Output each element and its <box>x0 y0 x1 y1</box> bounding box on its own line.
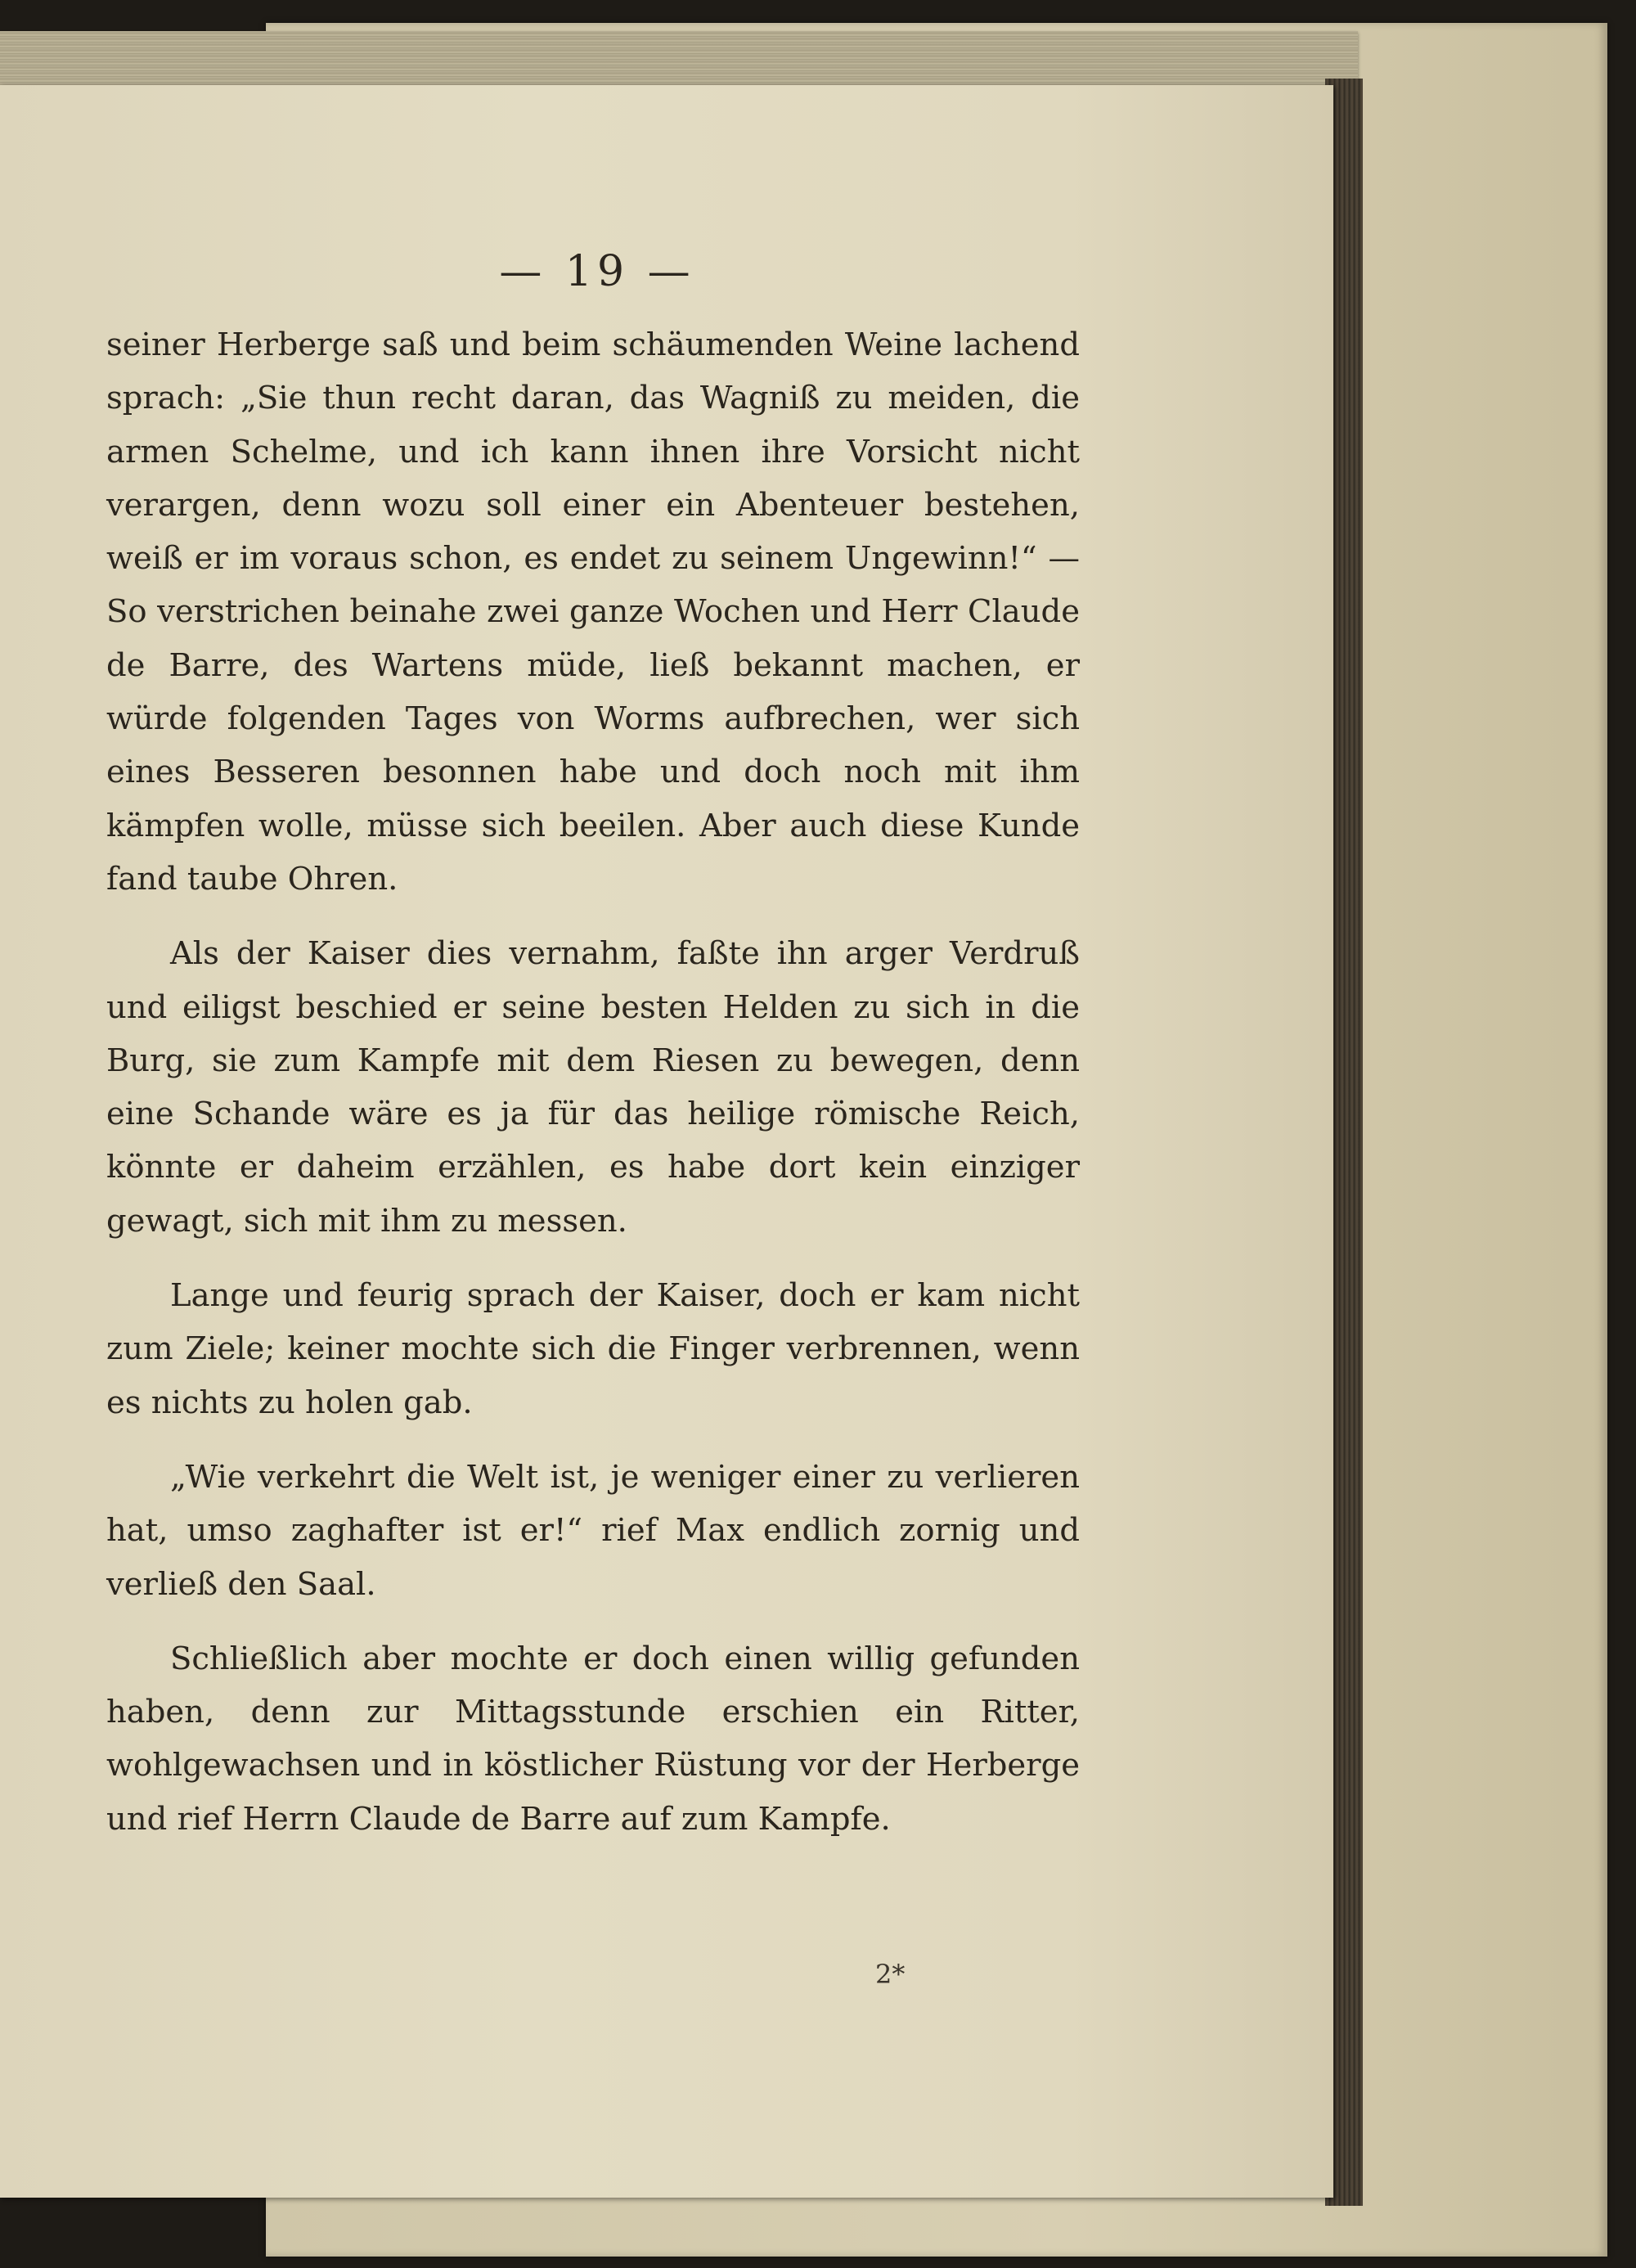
paragraph-3: Lange und feurig sprach der Kaiser, doch er kam nicht zum Ziele; keiner mochte sich die Finger verbrennen, wenn es nichts zu holen gab. <box>106 1277 1080 1421</box>
page-number: — 19 — <box>499 247 695 296</box>
page-text <box>106 318 1080 1846</box>
paragraph-5: Schließlich aber mochte er doch einen willig gefunden haben, denn zur Mittagsstunde erschien ein Ritter, wohlgewachsen und in köstlicher Rüstung vor der Herberge und rief Herrn Claude de Barre auf zum Kampfe. <box>106 1640 1080 1838</box>
paragraph-1: seiner Herberge saß und beim schäumenden Weine lachend sprach: „Sie thun recht daran, das Wagniß zu meiden, die armen Schelme, und ich kann ihnen ihre Vorsicht nicht verargen, denn wozu soll einer ein Abenteuer bestehen, weiß er im voraus schon, es endet zu seinem Ungewinn!“ — So verstrichen beinahe zwei ganze Wochen und Herr Claude de Barre, des Wartens müde, ließ bekannt machen, er würde folgenden Tages von Worms aufbrechen, wer sich eines Besseren besonnen habe und doch noch mit ihm kämpfen wolle, müsse sich beeilen. Aber auch diese Kunde fand taube Ohren. <box>106 326 1080 898</box>
paragraph-2: Als der Kaiser dies vernahm, faßte ihn arger Verdruß und eiligst beschied er seine besten Helden zu sich in die Burg, sie zum Kampfe mit dem Riesen zu bewegen, denn eine Schande wäre es ja für das heilige römische Reich, könnte er daheim erzählen, es habe dort kein einziger gewagt, sich mit ihm zu messen. <box>106 935 1080 1240</box>
paragraph-4: „Wie verkehrt die Welt ist, je weniger einer zu verlieren hat, umso zaghafter ist er!“ rief Max endlich zornig und verließ den Saal. <box>106 1458 1080 1603</box>
signature-mark: 2* <box>875 1959 906 1990</box>
book-page <box>0 85 1333 2198</box>
